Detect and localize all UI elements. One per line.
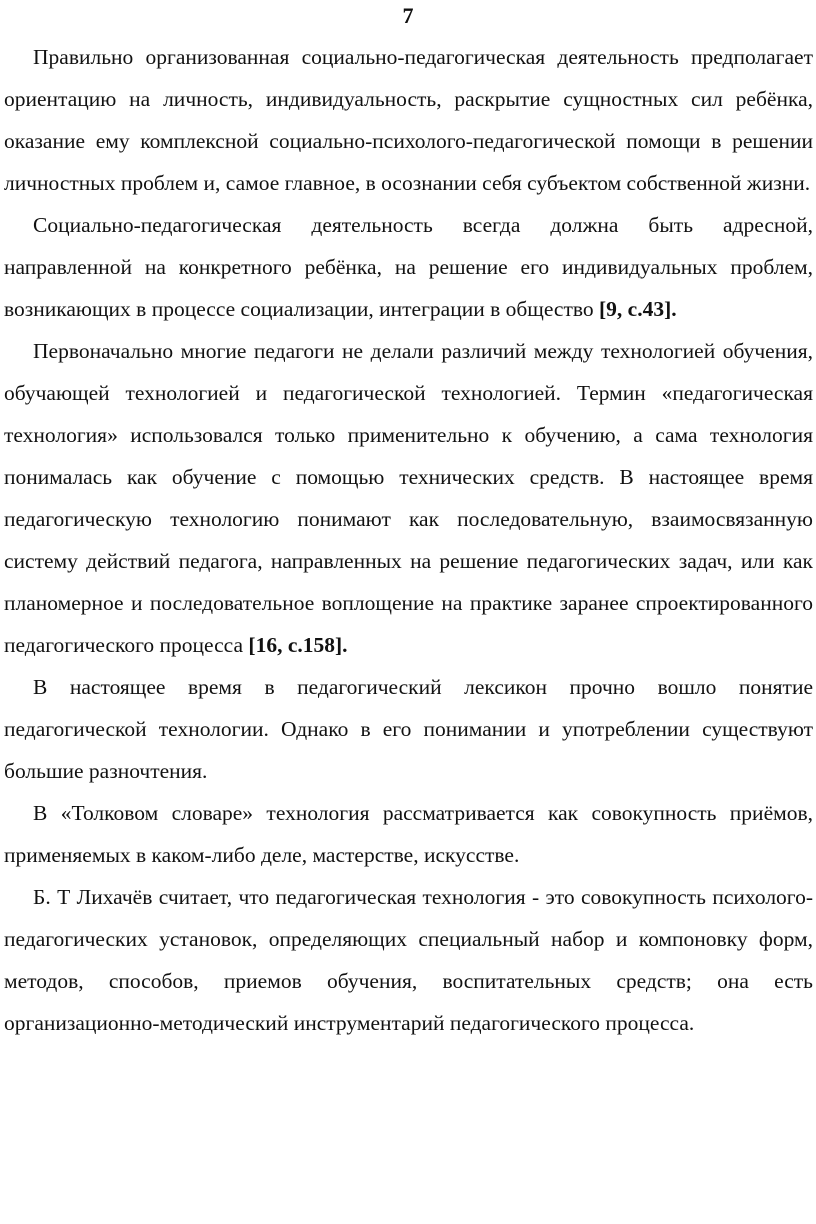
- paragraph-text: Социально-педагогическая деятельность всегда должна быть адресной, направленной на конкретного ребёнка, на решение его индивидуальных проблем, возникающих в процессе социализации, интеграции в общество: [4, 213, 813, 321]
- paragraph-text: Первоначально многие педагоги не делали различий между технологией обучения, обучающей технологией и педагогической технологией. Термин «педагогическая технология» использовался только применительно к обучению, а сама технология понималась как обучение с помощью технических средств. В настоящее время педагогическую технологию понимают как последовательную, взаимосвязанную систему действий педагога, направленных на решение педагогических задач, или как планомерное и последовательное воплощение на практике заранее спроектированного педагогического процесса: [4, 339, 813, 657]
- citation: [9, с.43].: [599, 297, 677, 321]
- paragraph-5: [4, 792, 813, 876]
- page-number: 7: [402, 3, 414, 28]
- paragraph-2: [4, 204, 813, 330]
- paragraph-1: [4, 36, 813, 204]
- paragraph-6: [4, 876, 813, 1044]
- paragraph-4: [4, 666, 813, 792]
- paragraph-text: Б. Т Лихачёв считает, что педагогическая технология - это совокупность психолого-педагогических установок, определяющих специальный набор и компоновку форм, методов, способов, приемов обучения, воспитательных средств; она есть организационно-методический инструментарий педагогического процесса.: [4, 885, 813, 1035]
- paragraph-text: Правильно организованная социально-педагогическая деятельность предполагает ориентацию на личность, индивидуальность, раскрытие сущностных сил ребёнка, оказание ему комплексной социально-психолого-педагогической помощи в решении личностных проблем и, самое главное, в осознании себя субъектом собственной жизни.: [4, 45, 813, 195]
- paragraph-text: В настоящее время в педагогический лексикон прочно вошло понятие педагогической технологии. Однако в его понимании и употреблении существуют большие разночтения.: [4, 675, 813, 783]
- body-text: [4, 36, 813, 1044]
- citation: [16, с.158].: [248, 633, 348, 657]
- paragraph-3: [4, 330, 813, 666]
- paragraph-text: В «Толковом словаре» технология рассматривается как совокупность приёмов, применяемых в каком-либо деле, мастерстве, искусстве.: [4, 801, 813, 867]
